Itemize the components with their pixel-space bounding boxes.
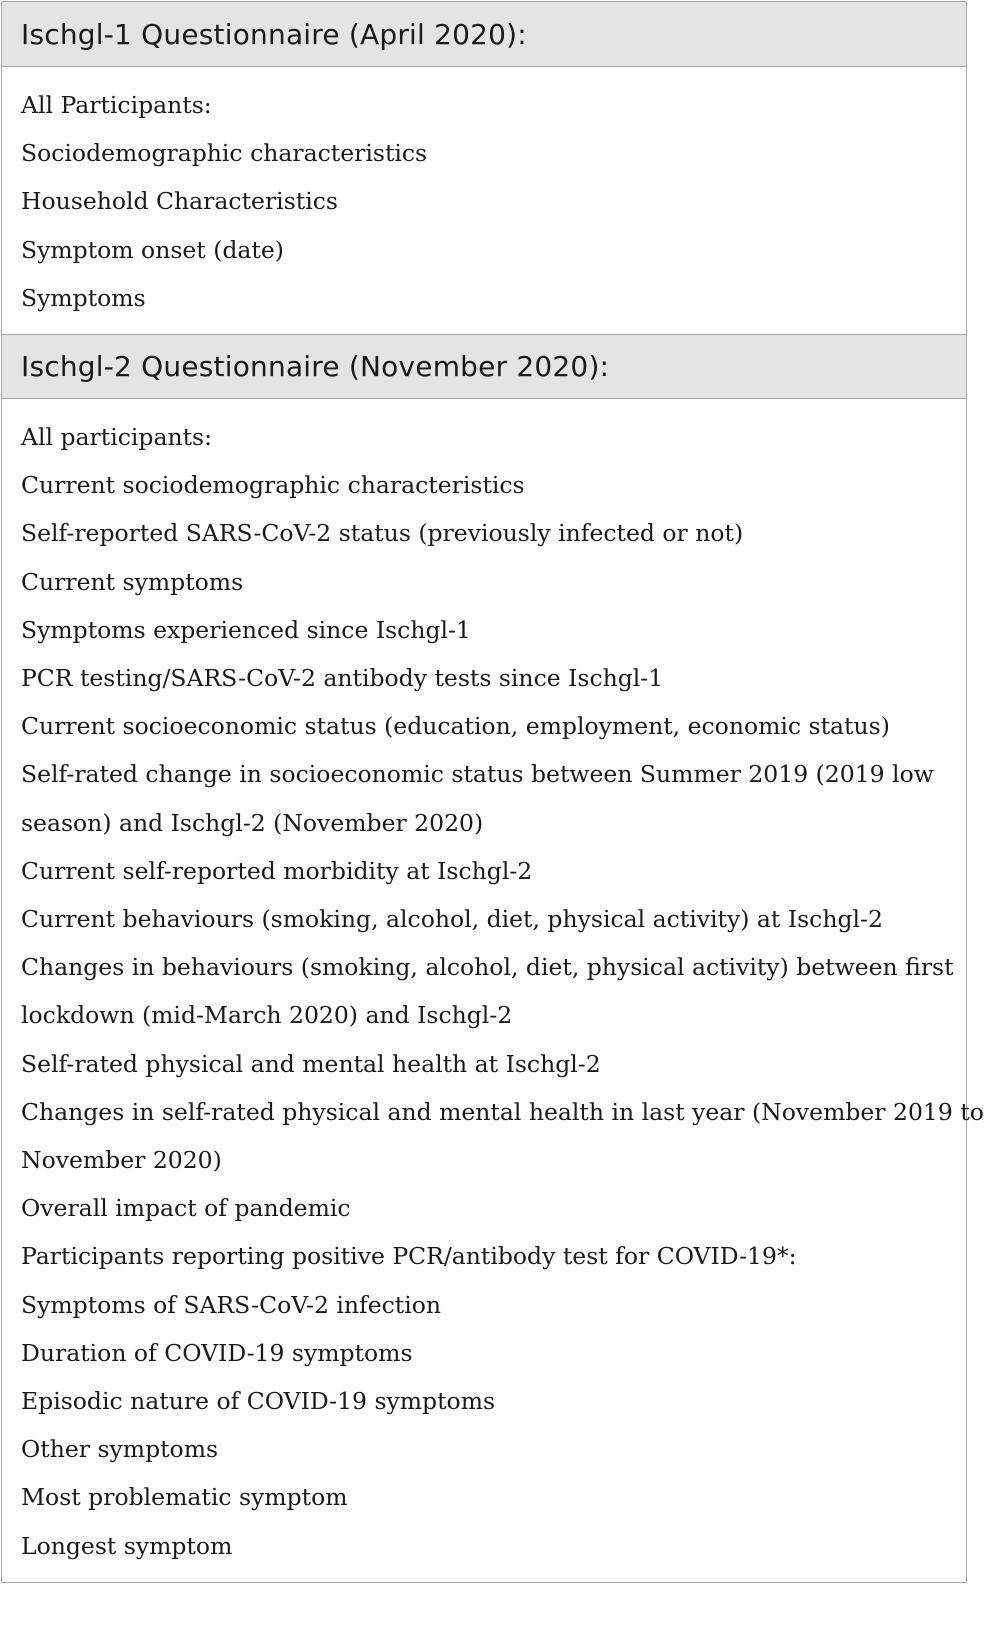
table-row: Household Characteristics xyxy=(21,187,338,216)
table-row: Participants reporting positive PCR/antibody test for COVID-19*: xyxy=(21,1242,797,1271)
table-row: Self-reported SARS-CoV-2 status (previously infected or not) xyxy=(21,519,744,548)
table-row: lockdown (mid-March 2020) and Ischgl-2 xyxy=(21,1001,513,1030)
table-row: All participants: xyxy=(21,423,213,452)
table-row: Current behaviours (smoking, alcohol, diet, physical activity) at Ischgl-2 xyxy=(21,905,883,934)
table-row: November 2020) xyxy=(21,1146,222,1175)
table-row: Episodic nature of COVID-19 symptoms xyxy=(21,1387,496,1416)
table-row: Symptom onset (date) xyxy=(21,235,284,264)
table-row: Sociodemographic characteristics xyxy=(21,139,428,168)
table-row: Symptoms experienced since Ischgl-1 xyxy=(21,615,471,644)
table-row: Changes in behaviours (smoking, alcohol, diet, physical activity) between first xyxy=(21,953,954,982)
section-body-ischgl-2 xyxy=(2,399,984,1582)
table-row: Self-rated physical and mental health at Ischgl-2 xyxy=(21,1049,601,1078)
table-row: Current symptoms xyxy=(21,567,244,596)
table-row: Symptoms xyxy=(21,283,146,312)
table-row: Most problematic symptom xyxy=(21,1483,348,1512)
table-row: Longest symptom xyxy=(21,1531,233,1560)
table-row: Current self-reported morbidity at Ischgl-2 xyxy=(21,856,533,885)
table-row: Symptoms of SARS-CoV-2 infection xyxy=(21,1290,442,1319)
table-row: Duration of COVID-19 symptoms xyxy=(21,1338,413,1367)
section-header-ischgl-2: Ischgl-2 Questionnaire (November 2020): xyxy=(2,334,966,399)
section-header-ischgl-1: Ischgl-1 Questionnaire (April 2020): xyxy=(2,2,966,67)
table-row: All Participants: xyxy=(21,91,212,119)
section-body-ischgl-1 xyxy=(2,67,966,334)
table-row: Other symptoms xyxy=(21,1435,219,1464)
questionnaire-table xyxy=(1,1,984,1583)
table-row: Current socioeconomic status (education, employment, economic status) xyxy=(21,712,890,741)
table-row: Overall impact of pandemic xyxy=(21,1194,351,1223)
table-row: season) and Ischgl-2 (November 2020) xyxy=(21,808,484,837)
table-row: Current sociodemographic characteristics xyxy=(21,471,525,500)
table-row: Changes in self-rated physical and mental health in last year (November 2019 to xyxy=(21,1097,984,1126)
table-row: Self-rated change in socioeconomic status between Summer 2019 (2019 low xyxy=(21,760,934,789)
table-row: PCR testing/SARS-CoV-2 antibody tests since Ischgl-1 xyxy=(21,664,664,693)
